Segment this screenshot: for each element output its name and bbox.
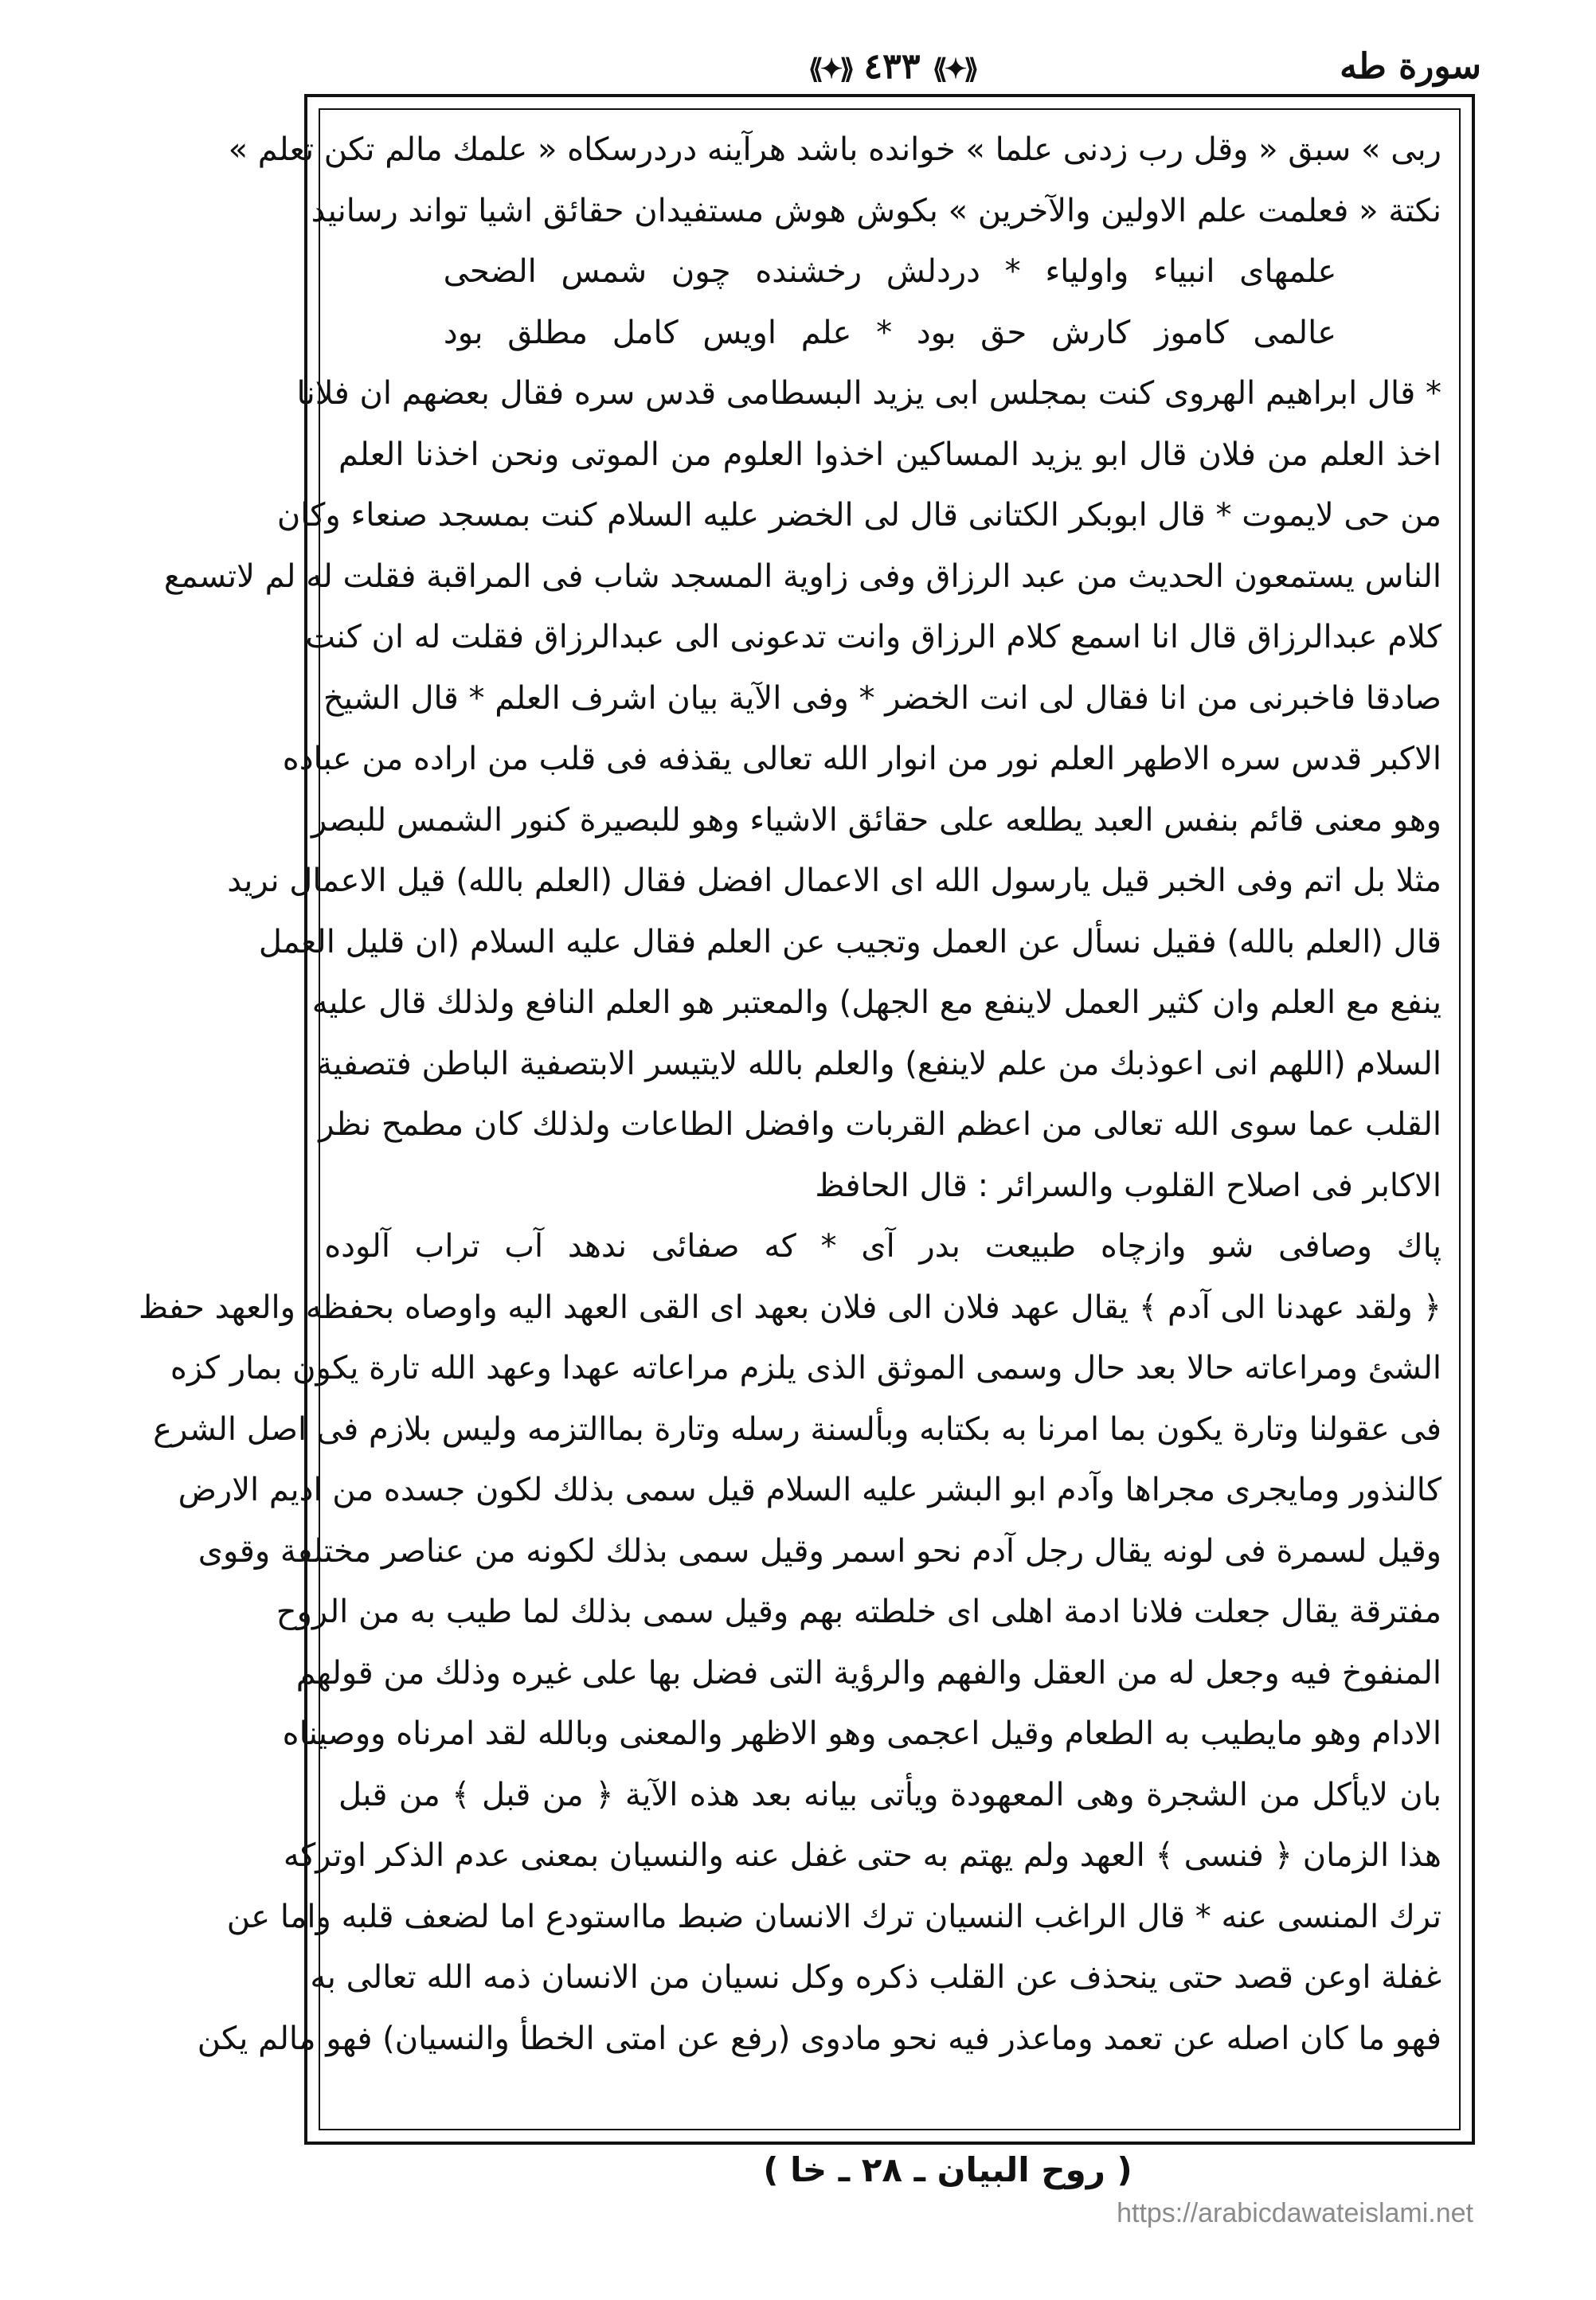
ornament-left-icon: ⟪✦⟫ [808, 53, 852, 85]
text-line: ترك المنسى عنه * قال الراغب النسيان ترك الانسان ضبط مااستودع اما لضعف قلبه واما عن [226, 1898, 1441, 1935]
surah-title: سورة طه [1340, 46, 1481, 87]
text-line: كلام عبدالرزاق قال انا اسمع كلام الرزاق وانت تدعونى الى عبدالرزاق فقلت له ان كنت [305, 619, 1441, 655]
text-body [138, 119, 1441, 2069]
text-line: الادام وهو مايطيب به الطعام وقيل اعجمى وهو الاظهر والمعنى وبالله لقد امرناه ووصيناه [282, 1715, 1441, 1752]
text-line: السلام (اللهم انى اعوذبك من علم لاينفع) والعلم بالله لايتيسر الابتصفية الباطن فتصفية [316, 1045, 1441, 1082]
text-line: فهو ما كان اصله عن تعمد وماعذر فيه نحو مادوى (رفع عن امتى الخطأ والنسيان) فهو مالم يكن [197, 2020, 1441, 2057]
text-line: ربی » سبق « وقل رب زدنی علما » خوانده باشد هرآينه دردرسكاه « علمك مالم تكن تعلم » [228, 131, 1441, 168]
text-line: الاكبر قدس سره الاطهر العلم نور من انوار الله تعالى يقذفه فى قلب من اراده من عباده [282, 741, 1441, 777]
text-line: اخذ العلم من فلان قال ابو يزيد المساكين اخذوا العلوم من الموتى ونحن اخذنا العلم [338, 436, 1441, 473]
text-line: مثلا بل اتم وفى الخبر قيل يارسول الله اى الاعمال افضل فقال (العلم بالله) قيل الاعمال نريد [227, 862, 1441, 899]
poetry-line: پاك وصافى شو وازچاه طبيعت بدر آى * كه صفائى ندهد آب تراب آلوده [324, 1228, 1441, 1265]
text-line: وهو معنى قائم بنفس العبد يطلعه على حقائق الاشياء وهو للبصيرة كنور الشمس للبصر [311, 801, 1441, 839]
text-line: الشئ ومراعاته حالا بعد حال وسمى الموثق الذى يلزم مراعاته عهدا وعهد الله تارة يكون بمار كزه [170, 1350, 1441, 1387]
text-line: من حى لايموت * قال ابوبكر الكتانى قال لى الخضر عليه السلام كنت بمسجد صنعاء وكان [276, 497, 1441, 534]
poetry-line: عالمی كاموز كارش حق بود * علم اويس كامل مطلق بود [443, 314, 1337, 351]
text-line: صادقا فاخبرنى من انا فقال لى انت الخضر * وفى الآية بيان اشرف العلم * قال الشيخ [323, 679, 1441, 717]
page-footer-signature: ( روح البيان ـ ٢٨ ـ خا ) [763, 2150, 1132, 2189]
text-line: وقيل لسمرة فى لونه يقال رجل آدم نحو اسمر وقيل سمى بذلك لكونه من عناصر مختلفة وقوى [198, 1532, 1441, 1570]
text-line: الاكابر فى اصلاح القلوب والسرائر : قال الحافظ [815, 1167, 1441, 1204]
text-line: مفترقة يقال جعلت فلانا ادمة اهلى اى خلطته بهم وقيل سمى بذلك لما طيب به من الروح [276, 1594, 1441, 1630]
page-number-block [733, 46, 1051, 87]
text-line: غفلة اوعن قصد حتى ينحذف عن القلب ذكره وكل نسيان من الانسان ذمه الله تعالى به [310, 1959, 1441, 1996]
text-line: فى عقولنا وتارة يكون بما امرنا به بكتابه وبألسنة رسله وتارة بماالتزمه وليس بلازم فى اصل الشرع [153, 1410, 1441, 1448]
text-line: بان لايأكل من الشجرة وهى المعهودة ويأتى بيانه بعد هذه الآية ﴿ من قبل ﴾ من قبل [338, 1776, 1441, 1813]
text-line: قال (العلم بالله) فقيل نسأل عن العمل وتجيب عن العلم فقال عليه السلام (ان قليل العمل [258, 923, 1441, 960]
text-line: * قال ابراهيم الهروى كنت بمجلس ابى يزيد البسطامى قدس سره فقال بعضهم ان فلانا [296, 375, 1441, 412]
text-line: القلب عما سوى الله تعالى من اعظم القربات وافضل الطاعات ولذلك كان مطمح نظر [319, 1106, 1441, 1143]
source-watermark: https://arabicdawateislami.net [1117, 2198, 1473, 2228]
poetry-line: علمهای انبياء واولياء * دردلش رخشنده چون شمس الضحى [443, 253, 1337, 290]
text-line: نكتة « فعلمت علم الاولين والآخرين » بكوش هوش مستفيدان حقائق اشيا تواند رسانيد [311, 192, 1441, 229]
text-line: المنفوخ فيه وجعل له من العقل والفهم والرؤية التى فضل بها على غيره وذلك من قولهم [295, 1654, 1441, 1692]
ornament-right-icon: ⟪✦⟫ [932, 53, 976, 85]
text-line: هذا الزمان ﴿ فنسى ﴾ العهد ولم يهتم به حتى غفل عنه والنسيان بمعنى عدم الذكر اوتركه [283, 1837, 1441, 1874]
text-line: الناس يستمعون الحديث من عبد الرزاق وفى زاوية المسجد شاب فى المراقبة فقلت له لم لاتسمع [163, 557, 1441, 595]
text-line: كالنذور ومايجرى مجراها وآدم ابو البشر عليه السلام قيل سمى بذلك لكون جسده من اديم الارض [178, 1472, 1441, 1508]
text-line: ينفع مع العلم وان كثير العمل لاينفع مع الجهل) والمعتبر هو العلم النافع ولذلك قال عليه [311, 984, 1441, 1021]
page-number: ٤٣٣ [863, 46, 921, 87]
text-line: ﴿ ولقد عهدنا الى آدم ﴾ يقال عهد فلان الى فلان بعهد اى القى العهد اليه واوصاه بحفظه والعهد حفظ [138, 1289, 1441, 1326]
